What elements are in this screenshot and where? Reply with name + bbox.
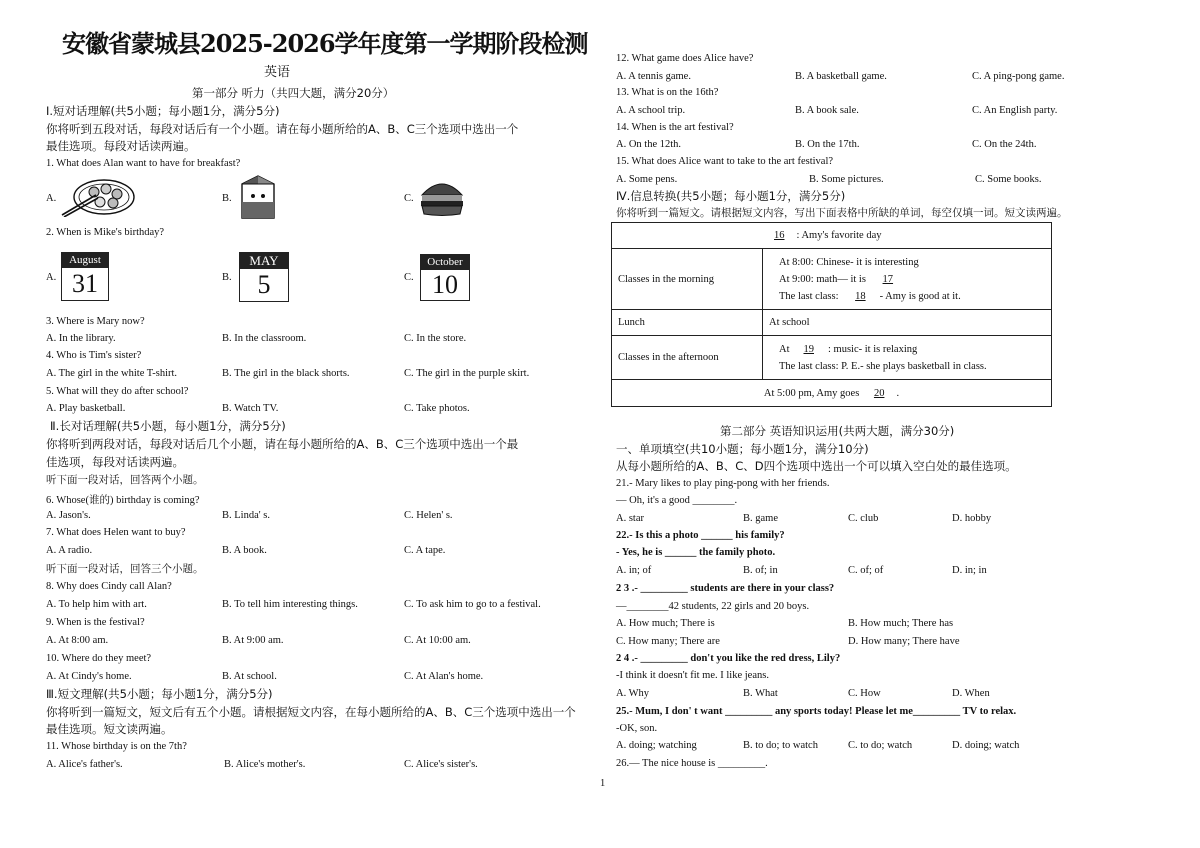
q5-option-c: C. Take photos. [404,403,470,414]
afternoon-label: Classes in the afternoon [618,352,719,363]
q21-text: 21.- Mary likes to play ping-pong with her friends. [616,478,830,489]
milk-carton-picture [238,172,278,220]
morning-line-2-text: At 9:00: math— it is [779,273,866,285]
q13-text: 13. What is on the 16th? [616,87,719,98]
calendar-october-icon [420,254,470,301]
q1-label-b: B. [222,193,232,204]
q21-reply: — Oh, it's a good ________. [616,495,738,506]
table-cell [763,249,1052,310]
part2-heading: 第二部分 英语知识运用(共两大题，满分30分) [720,424,955,438]
subject-label: 英语 [264,65,291,80]
q11-option-b: B. Alice's mother's. [224,759,306,770]
morning-label: Classes in the morning [618,273,714,285]
table-row [612,380,1052,407]
q1-text: 1. What does Alan want to have for breakfast? [46,158,241,169]
dumplings-picture [60,175,138,217]
sec1-heading: Ⅰ.短对话理解(共5小题；每小题1分，满分5分) [46,104,280,118]
q1-label-a: A. [46,193,57,204]
q9-option-b: B. At 9:00 am. [222,635,284,646]
part2-sub: 一、单项填空(共10小题；每小题1分，满分10分) [616,442,869,456]
table-row [612,249,1052,310]
q24-option-d: D. When [952,688,990,699]
table-row [612,223,1052,249]
table-cell [612,249,763,310]
part1-heading: 第一部分 听力（共四大题，满分20分） [192,86,395,100]
q14-option-b: B. On the 17th. [795,139,860,150]
afternoon-line-2: The last class: P. E.- she plays basketball in class. [779,360,987,372]
q2-text: 2. When is Mike's birthday? [46,227,165,238]
sec3-heading: Ⅲ.短文理解(共5小题；每小题1分，满分5分) [46,687,273,701]
q4-option-c: C. The girl in the purple skirt. [404,368,530,379]
table-row [612,310,1052,336]
q25-option-c: C. to do; watch [848,740,913,751]
q25-text: 25.- Mum, I don' t want _________ any sports today! Please let me_________ TV to relax. [616,706,1017,717]
q2-label-c: C. [404,272,414,283]
calendar-month: October [420,254,470,270]
q14-text: 14. When is the art festival? [616,122,734,133]
q12-option-a: A. A tennis game. [616,71,691,82]
q2-label-a: A. [46,272,57,283]
q3-option-c: C. In the store. [404,333,467,344]
q22-option-c: C. of; of [848,565,884,576]
morning-line-3-text: The last class: [779,290,839,302]
calendar-month: August [61,252,109,268]
morning-line-3-tail: - Amy is good at it. [879,290,961,302]
q7-option-c: C. A tape. [404,545,446,556]
sec2-intro2: 听下面一段对话，回答三个小题。 [46,563,204,575]
q3-text: 3. Where is Mary now? [46,316,145,327]
sec2-instr2: 佳选项，每段对话读两遍。 [46,455,184,469]
exam-title: 安徽省蒙城县2025-2026学年度第一学期阶段检测 [62,29,588,58]
q21-option-d: D. hobby [952,513,992,524]
q2-label-b: B. [222,272,232,283]
table-cell [763,336,1052,380]
hamburger-picture [420,177,464,217]
calendar-month: MAY [239,252,289,269]
q11-text: 11. Whose birthday is on the 7th? [46,741,187,752]
morning-line-3 [779,288,1045,305]
sec4-heading: Ⅳ.信息转换(共5小题；每小题1分，满分5分) [616,189,846,203]
info-table [611,222,1052,407]
sec2-instr1: 你将听到两段对话，每段对话后几个小题，请在每小题所给的A、B、C三个选项中选出一个最 [46,437,519,451]
q12-option-b: B. A basketball game. [795,71,887,82]
q25-reply: -OK, son. [616,723,658,734]
last-row-tail: . [896,387,900,399]
q25-option-a: A. doing; watching [616,740,697,751]
q24-option-c: C. How [848,688,881,699]
q22-option-a: A. in; of [616,565,652,576]
q3-option-b: B. In the classroom. [222,333,307,344]
q8-option-a: A. To help him with art. [46,599,147,610]
q21-option-c: C. club [848,513,879,524]
q24-reply: -I think it doesn't fit me. I like jeans. [616,670,769,681]
calendar-day: 31 [61,268,109,301]
q14-option-c: C. On the 24th. [972,139,1037,150]
calendar-day: 10 [420,270,470,301]
q4-option-b: B. The girl in the black shorts. [222,368,350,379]
q8-text: 8. Why does Cindy call Alan? [46,581,172,592]
sec4-instr: 你将听到一篇短文。请根据短文内容，写出下面表格中所缺的单词，每空仅填一词。短文读两遍。 [616,207,1068,219]
table-row [612,336,1052,380]
q4-option-a: A. The girl in the white T-shirt. [46,368,178,379]
q5-text: 5. What will they do after school? [46,386,189,397]
q23-option-d: D. How many; There have [848,636,960,647]
q24-text: 2 4 .- _________ don't you like the red dress, Lily? [616,653,841,664]
table-cell [612,336,763,380]
q12-text: 12. What game does Alice have? [616,53,754,64]
q15-text: 15. What does Alice want to take to the art festival? [616,156,834,167]
lunch-label: Lunch [618,317,645,328]
q1-label-c: C. [404,193,414,204]
q5-option-b: B. Watch TV. [222,403,279,414]
calendar-day: 5 [239,269,289,302]
table-cell [612,380,1052,407]
blank-20: 20 [873,387,885,399]
q23-option-b: B. How much; There has [848,618,954,629]
sec2-intro1: 听下面一段对话，回答两个小题。 [46,474,204,486]
q7-option-b: B. A book. [222,545,267,556]
blank-18: 18 [855,290,866,302]
sec2-heading: Ⅱ.长对话理解(共5小题，每小题1分，满分5分) [50,419,286,433]
q13-option-c: C. An English party. [972,105,1058,116]
table-cell [612,223,1052,249]
q7-text: 7. What does Helen want to buy? [46,527,186,538]
q22-option-d: D. in; in [952,565,987,576]
q22-reply: - Yes, he is ______ the family photo. [616,547,776,558]
q13-option-b: B. A book sale. [795,105,859,116]
calendar-may-icon [239,252,289,302]
q10-text: 10. Where do they meet? [46,653,152,664]
blank-19: 19 [803,343,814,355]
q23-option-c: C. How many; There are [616,636,720,647]
q12-option-c: C. A ping-pong game. [972,71,1065,82]
row1-text: : Amy's favorite day [796,230,882,241]
q13-option-a: A. A school trip. [616,105,686,116]
q15-option-c: C. Some books. [975,174,1042,185]
q9-text: 9. When is the festival? [46,617,145,628]
q22-option-b: B. of; in [743,565,778,576]
afternoon-line-1-text: At [779,343,790,355]
table-cell [612,310,763,336]
morning-line-2 [779,271,1045,288]
q9-option-c: C. At 10:00 am. [404,635,471,646]
q23-option-a: A. How much; There is [616,618,715,629]
q3-option-a: A. In the library. [46,333,116,344]
sec3-instr1: 你将听到一篇短文，短文后有五个小题。请根据短文内容，在每小题所给的A、B、C三个选项中选出一个 [46,705,576,719]
part2-instr: 从每小题所给的A、B、C、D四个选项中选出一个可以填入空白处的最佳选项。 [616,459,1017,473]
q8-option-c: C. To ask him to go to a festival. [404,599,541,610]
q10-option-c: C. At Alan's home. [404,671,484,682]
last-row-text: At 5:00 pm, Amy goes [763,387,860,399]
q6-option-a: A. Jason's. [46,510,91,521]
afternoon-line-1 [779,341,1045,358]
q10-option-a: A. At Cindy's home. [46,671,132,682]
calendar-august-icon [61,252,109,301]
q10-option-b: B. At school. [222,671,277,682]
sec1-instr2: 最佳选项。每段对话读两遍。 [46,139,196,153]
q11-option-a: A. Alice's father's. [46,759,123,770]
q25-option-d: D. doing; watch [952,740,1020,751]
q26-text: 26.— The nice house is _________. [616,758,768,769]
page-number: 1 [600,778,606,789]
q24-option-b: B. What [743,688,778,699]
q23-text: 2 3 .- _________ students are there in your class? [616,583,835,594]
q22-text: 22.- Is this a photo ______ his family? [616,530,785,541]
q6-option-b: B. Linda' s. [222,510,270,521]
lunch-value: At school [769,317,810,328]
table-cell [763,310,1052,336]
q7-option-a: A. A radio. [46,545,93,556]
morning-line-1: At 8:00: Chinese- it is interesting [779,256,919,268]
q8-option-b: B. To tell him interesting things. [222,599,358,610]
q14-option-a: A. On the 12th. [616,139,682,150]
q24-option-a: A. Why [616,688,650,699]
afternoon-line-1-tail: : music- it is relaxing [828,343,918,355]
q11-option-c: C. Alice's sister's. [404,759,478,770]
q23-reply: —________42 students, 22 girls and 20 boys. [616,601,810,612]
q4-text: 4. Who is Tim's sister? [46,350,142,361]
q15-option-b: B. Some pictures. [809,174,884,185]
q15-option-a: A. Some pens. [616,174,678,185]
q21-option-b: B. game [743,513,778,524]
blank-16: 16 [774,230,785,241]
q25-option-b: B. to do; to watch [743,740,818,751]
q21-option-a: A. star [616,513,644,524]
q6-option-c: C. Helen' s. [404,510,453,521]
q6-text: 6. Whose(谁的) birthday is coming? [46,495,200,506]
blank-17: 17 [882,273,894,285]
sec3-instr2: 最佳选项。短文读两遍。 [46,722,173,736]
q5-option-a: A. Play basketball. [46,403,126,414]
sec1-instr1: 你将听到五段对话，每段对话后有一个小题。请在每小题所给的A、B、C三个选项中选出一个 [46,122,519,136]
q9-option-a: A. At 8:00 am. [46,635,109,646]
